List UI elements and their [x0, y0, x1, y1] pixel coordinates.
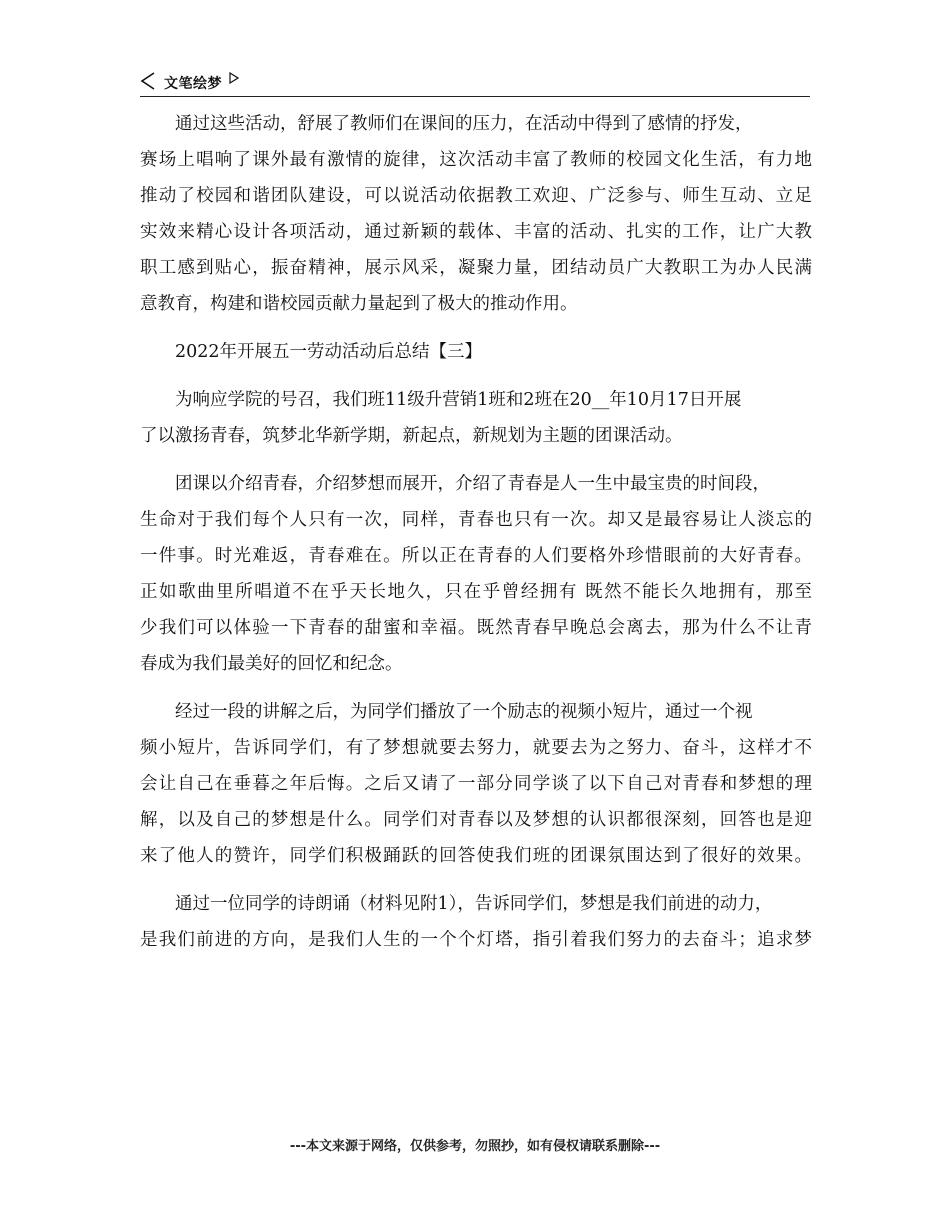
text-line: 团课以介绍青春，介绍梦想而展开，介绍了青春是人一生中最宝贵的时间段， — [175, 474, 770, 494]
text-line: 会让自己在垂暮之年后悔。之后又请了一部分同学谈了以下自己对青春和梦想的理 — [140, 774, 812, 794]
text-line: 意教育，构建和谐校园贡献力量起到了极大的推动作用。 — [140, 294, 578, 314]
text-line: 为响应学院的号召，我们班11级升营销1班和2班在20__年10月17日开展 — [175, 390, 742, 410]
text-line: 解，以及自己的梦想是什么。同学们对青春以及梦想的认识都很深刻，回答也是迎 — [140, 810, 812, 830]
heading-text: 2022年开展五一劳动活动后总结【三】 — [175, 342, 483, 362]
text-line: 生命对于我们每个人只有一次，同样，青春也只有一次。却又是最容易让人淡忘的 — [140, 510, 812, 530]
text-line: 赛场上唱响了课外最有激情的旋律，这次活动丰富了教师的校园文化生活，有力地 — [140, 150, 812, 170]
text-line: 频小短片，告诉同学们，有了梦想就要去努力，就要去为之努力、奋斗，这样才不 — [140, 738, 812, 758]
text-line: 少我们可以体验一下青春的甜蜜和幸福。既然青春早晚总会离去，那为什么不让青 — [140, 618, 812, 638]
text-line: 推动了校园和谐团队建设，可以说活动依据教工欢迎、广泛参与、师生互动、立足 — [140, 186, 812, 206]
paragraph — [140, 382, 812, 454]
page-header — [140, 70, 810, 97]
text-line: 一件事。时光难返，青春难在。所以正在青春的人们要格外珍惜眼前的大好青春。 — [140, 546, 812, 566]
footer-disclaimer: ---本文来源于网络，仅供参考，勿照抄，如有侵权请联系删除--- — [289, 1139, 661, 1154]
paragraph — [140, 886, 812, 958]
triangle-right-icon — [229, 72, 239, 84]
section-heading — [140, 334, 812, 370]
text-line: 了以激扬青春，筑梦北华新学期，新起点，新规划为主题的团课活动。 — [140, 426, 683, 446]
header-brand: 文笔绘梦 — [164, 76, 222, 92]
text-line: 通过这些活动，舒展了教师们在课间的压力，在活动中得到了感情的抒发， — [175, 114, 753, 134]
text-line: 是我们前进的方向，是我们人生的一个个灯塔，指引着我们努力的去奋斗；追求梦 — [140, 930, 812, 950]
text-line: 来了他人的赞许，同学们积极踊跃的回答使我们班的团课氛围达到了很好的效果。 — [140, 846, 812, 866]
triangle-left-icon — [140, 71, 156, 91]
text-line: 职工感到贴心，振奋精神，展示风采，凝聚力量，团结动员广大教职工为办人民满 — [140, 258, 812, 278]
text-line: 实效来精心设计各项活动，通过新颖的载体、丰富的活动、扎实的工作，让广大教 — [140, 222, 812, 242]
text-line: 春成为我们最美好的回忆和纪念。 — [140, 654, 403, 674]
text-line: 正如歌曲里所唱道不在乎天长地久，只在乎曾经拥有 既然不能长久地拥有，那至 — [140, 582, 812, 602]
paragraph — [140, 694, 812, 874]
paragraph — [140, 466, 812, 682]
paragraph — [140, 106, 812, 322]
text-line: 通过一位同学的诗朗诵（材料见附1），告诉同学们，梦想是我们前进的动力， — [175, 894, 773, 914]
document-body — [140, 106, 812, 958]
text-line: 经过一段的讲解之后，为同学们播放了一个励志的视频小短片，通过一个视 — [175, 702, 753, 722]
